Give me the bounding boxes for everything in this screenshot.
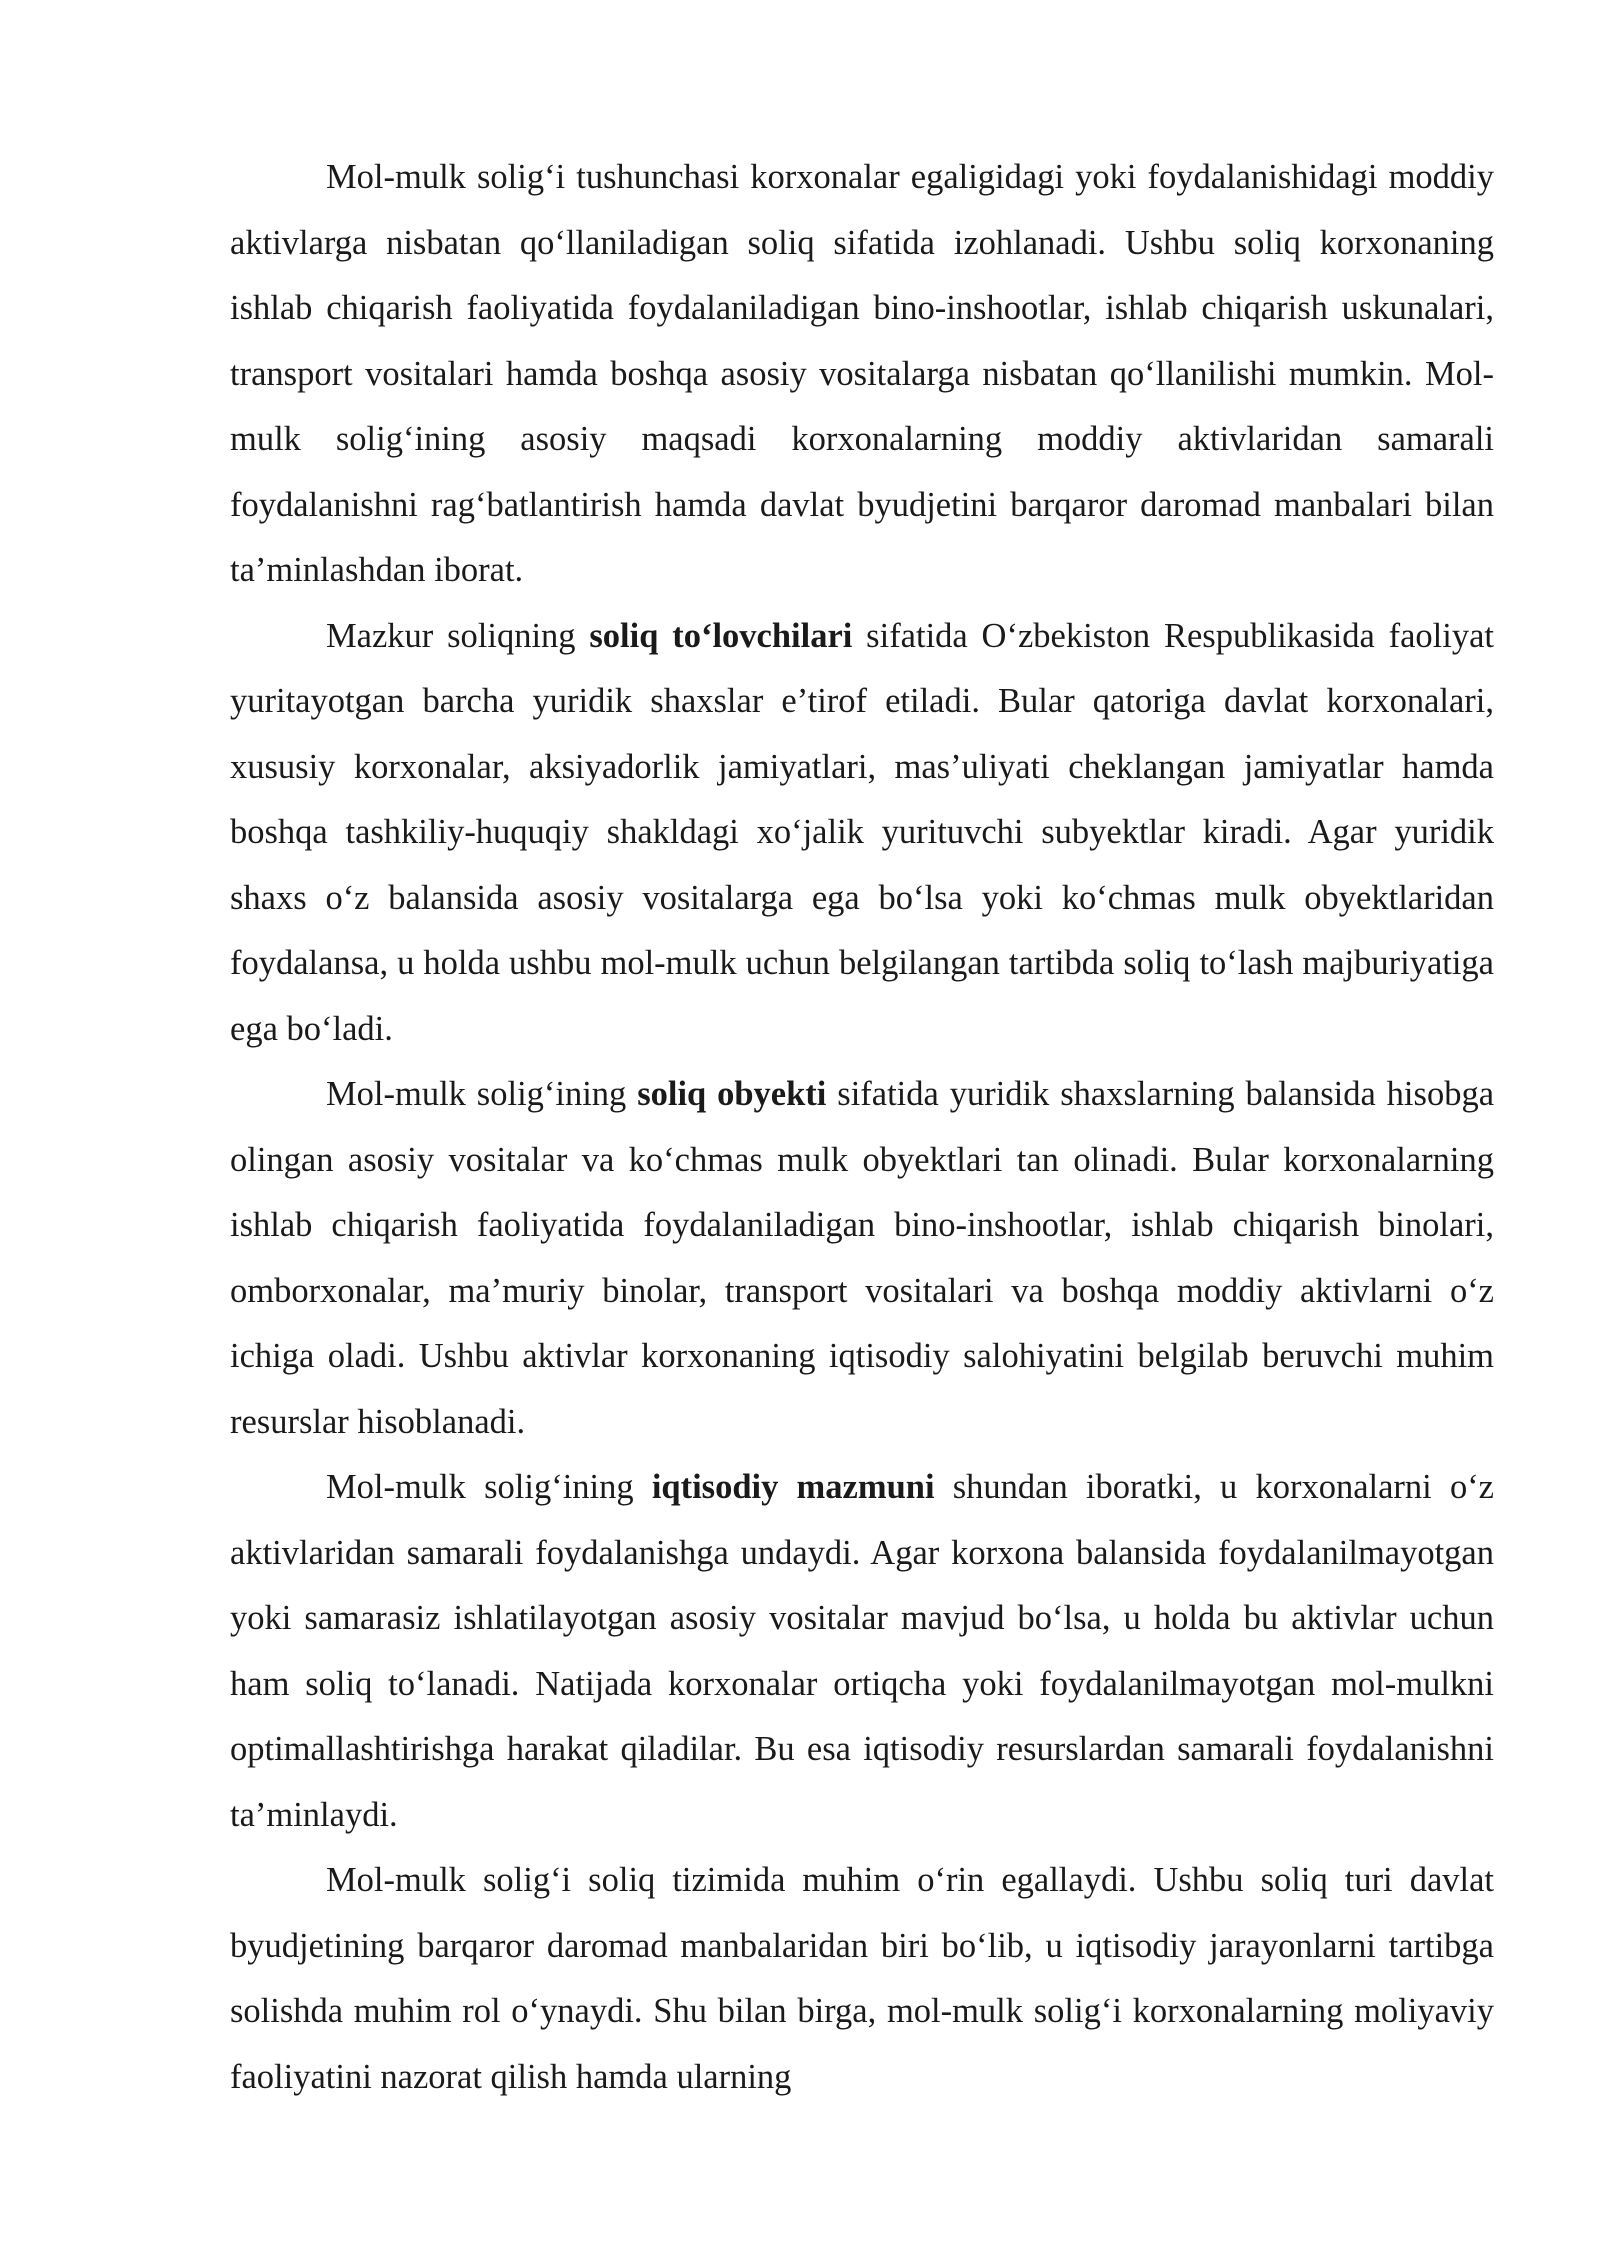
paragraph-text: sifatida O‘zbekiston Respublikasida faoliyat yuritayotgan barcha yuridik shaxslar e’tirof etiladi. Bular qatoriga davlat korxonalari, xususiy korxonalar, aksiyadorlik jamiyatlari, mas’uliyati cheklangan jamiyatlar hamda boshqa tashkiliy-huquqiy shakldagi xo‘jalik yurituvchi subyektlar kiradi. Agar yuridik shaxs o‘z balansida asosiy vositalarga ega bo‘lsa yoki ko‘chmas mulk obyektlaridan foydalansa, u holda ushbu mol-mulk uchun belgilangan tartibda soliq to‘lash majburiyatiga ega bo‘ladi.	[230, 616, 1494, 1048]
paragraph-tax-role	[230, 1848, 1494, 2110]
paragraph-tax-concept	[230, 145, 1494, 604]
bold-term-taxpayers: soliq to‘lovchilari	[589, 616, 853, 655]
paragraph-economic-essence	[230, 1455, 1494, 1848]
paragraph-text: Mol-mulk solig‘ining	[326, 1075, 638, 1113]
paragraph-text: shundan iboratki, u korxonalarni o‘z aktivlaridan samarali foydalanishga undaydi. Agar korxona balansida foydalanilmayotgan yoki samarasiz ishlatilayotgan asosiy vositalar mavjud bo‘lsa, u holda bu aktivlar uchun ham soliq to‘lanadi. Natijada korxonalar ortiqcha yoki foydalanilmayotgan mol-mulkni optimallashtirishga harakat qiladilar. Bu esa iqtisodiy resurslardan samarali foydalanishni ta’minlaydi.	[230, 1468, 1494, 1834]
paragraph-text: sifatida yuridik shaxslarning balansida hisobga olingan asosiy vositalar va ko‘chmas mulk obyektlari tan olinadi. Bular korxonalarning ishlab chiqarish faoliyatida foydalaniladigan bino-inshootlar, ishlab chiqarish binolari, omborxonalar, ma’muriy binolar, transport vositalari va boshqa moddiy aktivlarni o‘z ichiga oladi. Ushbu aktivlar korxonaning iqtisodiy salohiyatini belgilab beruvchi muhim resurslar hisoblanadi.	[230, 1075, 1495, 1441]
paragraph-text: Mol-mulk solig‘i soliq tizimida muhim o‘rin egallaydi. Ushbu soliq turi davlat byudjetining barqaror daromad manbalaridan biri bo‘lib, u iqtisodiy jarayonlarni tartibga solishda muhim rol o‘ynaydi. Shu bilan birga, mol-mulk solig‘i korxonalarning moliyaviy faoliyatini nazorat qilish hamda ularning	[230, 1861, 1494, 2096]
paragraph-text: Mol-mulk solig‘i tushunchasi korxonalar egaligidagi yoki foydalanishidagi moddiy aktivlarga nisbatan qo‘llaniladigan soliq sifatida izohlanadi. Ushbu soliq korxonaning ishlab chiqarish faoliyatida foydalaniladigan bino-inshootlar, ishlab chiqarish uskunalari, transport vositalari hamda boshqa asosiy vositalarga nisbatan qo‘llanilishi mumkin. Mol-mulk solig‘ining asosiy maqsadi korxonalarning moddiy aktivlaridan samarali foydalanishni rag‘batlantirish hamda davlat byudjetini barqaror daromad manbalari bilan ta’minlashdan iborat.	[230, 158, 1494, 589]
bold-term-tax-object: soliq obyekti	[637, 1075, 827, 1113]
paragraph-taxpayers	[230, 604, 1494, 1063]
document-page	[230, 145, 1494, 2110]
paragraph-text: Mazkur soliqning	[326, 616, 590, 655]
paragraph-text: Mol-mulk solig‘ining	[326, 1468, 652, 1506]
bold-term-economic-essence: iqtisodiy mazmuni	[651, 1468, 935, 1506]
paragraph-tax-object	[230, 1062, 1494, 1455]
